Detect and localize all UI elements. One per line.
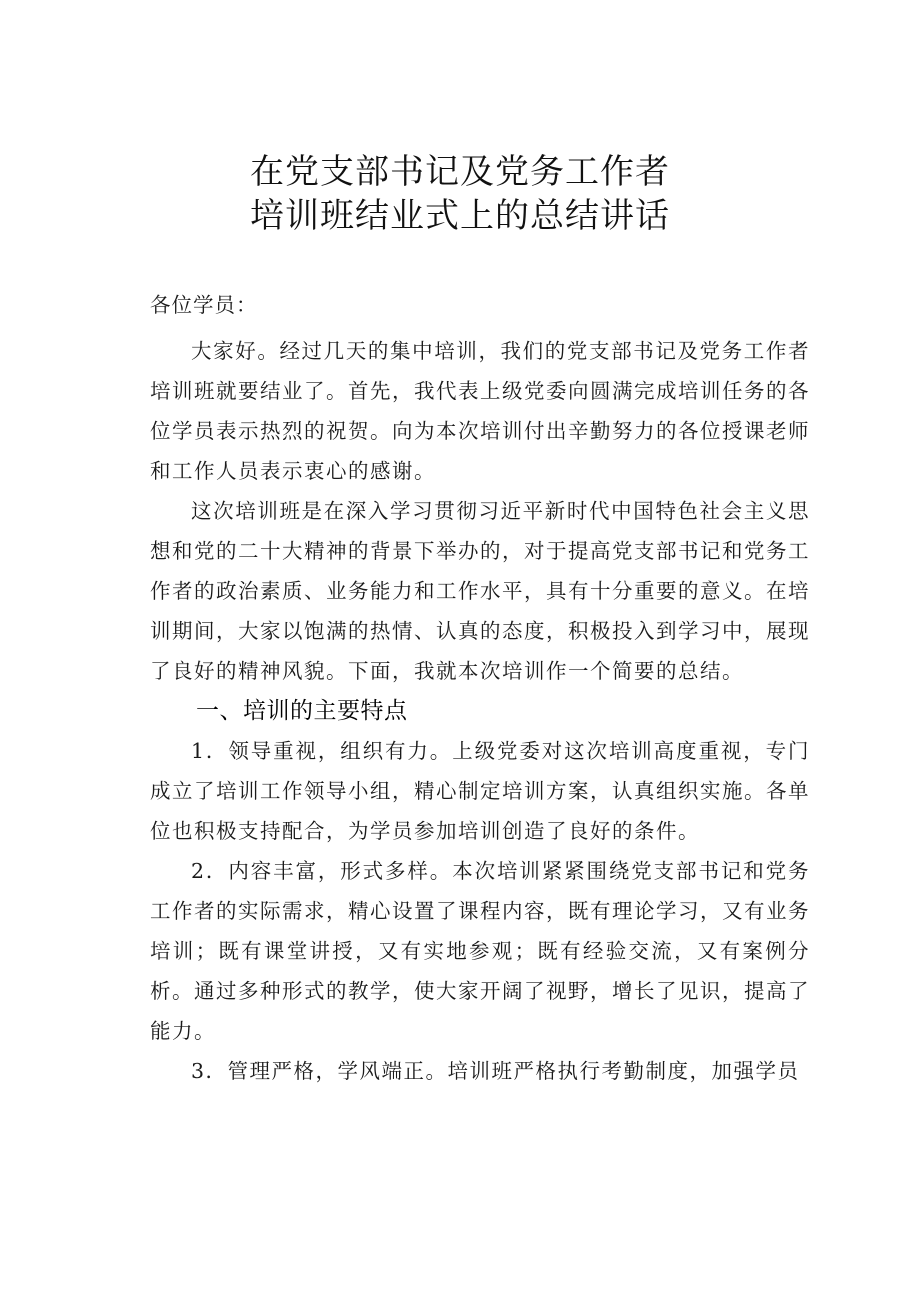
document-body (150, 285, 810, 1091)
document-title (0, 150, 920, 238)
section-heading-1: 一、培训的主要特点 (196, 698, 408, 724)
title-line-1: 在党支部书记及党务工作者 (250, 152, 670, 192)
list-item-1: 1．领导重视，组织有力。上级党委对这次培训高度重视，专门成立了培训工作领导小组，精心制定培训方案，认真组织实施。各单位也积极支持配合，为学员参加培训创造了良好的条件。 (150, 739, 810, 843)
list-item-3: 3．管理严格，学风端正。培训班严格执行考勤制度，加强学员 (191, 1059, 800, 1083)
paragraph-background: 这次培训班是在深入学习贯彻习近平新时代中国特色社会主义思想和党的二十大精神的背景下举办的，对于提高党支部书记和党务工作者的政治素质、业务能力和工作水平，具有十分重要的意义。在培训期间，大家以饱满的热情、认真的态度，积极投入到学习中，展现了良好的精神风貌。下面，我就本次培训作一个简要的总结。 (150, 499, 810, 683)
salutation: 各位学员： (150, 293, 258, 317)
title-line-2: 培训班结业式上的总结讲话 (250, 196, 670, 236)
paragraph-greeting: 大家好。经过几天的集中培训，我们的党支部书记及党务工作者培训班就要结业了。首先，我代表上级党委向圆满完成培训任务的各位学员表示热烈的祝贺。向为本次培训付出辛勤努力的各位授课老师和工作人员表示衷心的感谢。 (150, 339, 810, 483)
list-item-2: 2．内容丰富，形式多样。本次培训紧紧围绕党支部书记和党务工作者的实际需求，精心设置了课程内容，既有理论学习，又有业务培训；既有课堂讲授，又有实地参观；既有经验交流，又有案例分析。通过多种形式的教学，使大家开阔了视野，增长了见识，提高了能力。 (150, 859, 810, 1043)
